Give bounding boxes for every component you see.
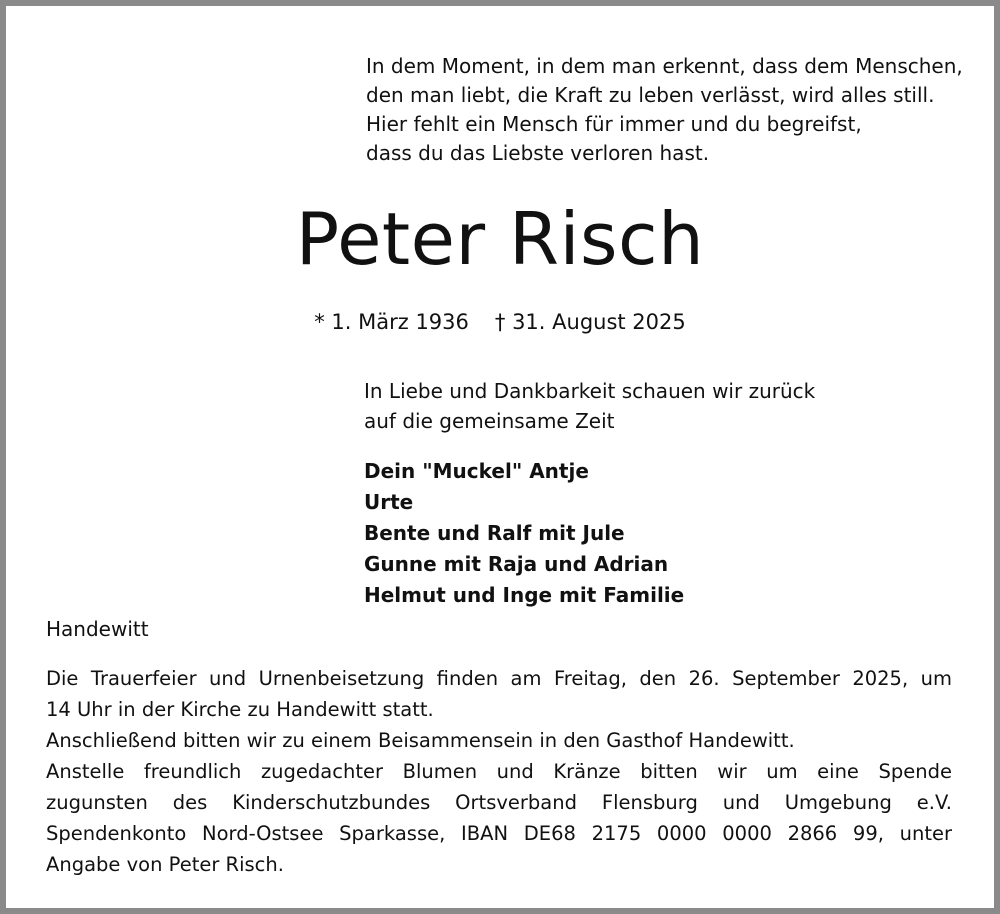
closing-words	[364, 376, 815, 436]
mourner: Bente und Ralf mit Jule	[364, 521, 625, 545]
info-line: Spendenkonto Nord-Ostsee Sparkasse, IBAN DE68 2175 0000 0000 2866 99, unter	[46, 822, 952, 845]
mourner: Dein "Muckel" Antje	[364, 459, 589, 483]
mourners-list	[364, 456, 684, 611]
poem-line: Hier fehlt ein Mensch für immer und du begreifst,	[366, 112, 862, 136]
poem-line: In dem Moment, in dem man erkennt, dass dem Menschen,	[366, 54, 963, 78]
life-dates	[6, 308, 994, 336]
poem-line: den man liebt, die Kraft zu leben verlässt, wird alles still.	[366, 83, 935, 107]
info-line: Angabe von Peter Risch.	[46, 853, 284, 876]
mourner: Gunne mit Raja und Adrian	[364, 552, 669, 576]
mourner: Urte	[364, 490, 414, 514]
closing-line: In Liebe und Dankbarkeit schauen wir zurück	[364, 379, 816, 403]
poem	[366, 52, 963, 168]
place-name: Handewitt	[46, 617, 149, 641]
info-line: Die Trauerfeier und Urnenbeisetzung finden am Freitag, den 26. September 2025, um	[46, 667, 952, 690]
info-line: zugunsten des Kinderschutzbundes Ortsverband Flensburg und Umgebung e.V.	[46, 791, 952, 814]
poem-line: dass du das Liebste verloren hast.	[366, 141, 710, 165]
info-line: Anschließend bitten wir zu einem Beisammensein in den Gasthof Handewitt.	[46, 729, 795, 752]
info-line: Anstelle freundlich zugedachter Blumen und Kränze bitten wir um eine Spende	[46, 760, 952, 783]
closing-line: auf die gemeinsame Zeit	[364, 409, 615, 433]
birth-date: * 1. März 1936	[314, 310, 469, 334]
funeral-info	[46, 663, 952, 880]
deceased-name: Peter Risch	[295, 197, 705, 281]
death-date: † 31. August 2025	[494, 310, 686, 334]
info-line: 14 Uhr in der Kirche zu Handewitt statt.	[46, 698, 434, 721]
mourner: Helmut und Inge mit Familie	[364, 583, 685, 607]
